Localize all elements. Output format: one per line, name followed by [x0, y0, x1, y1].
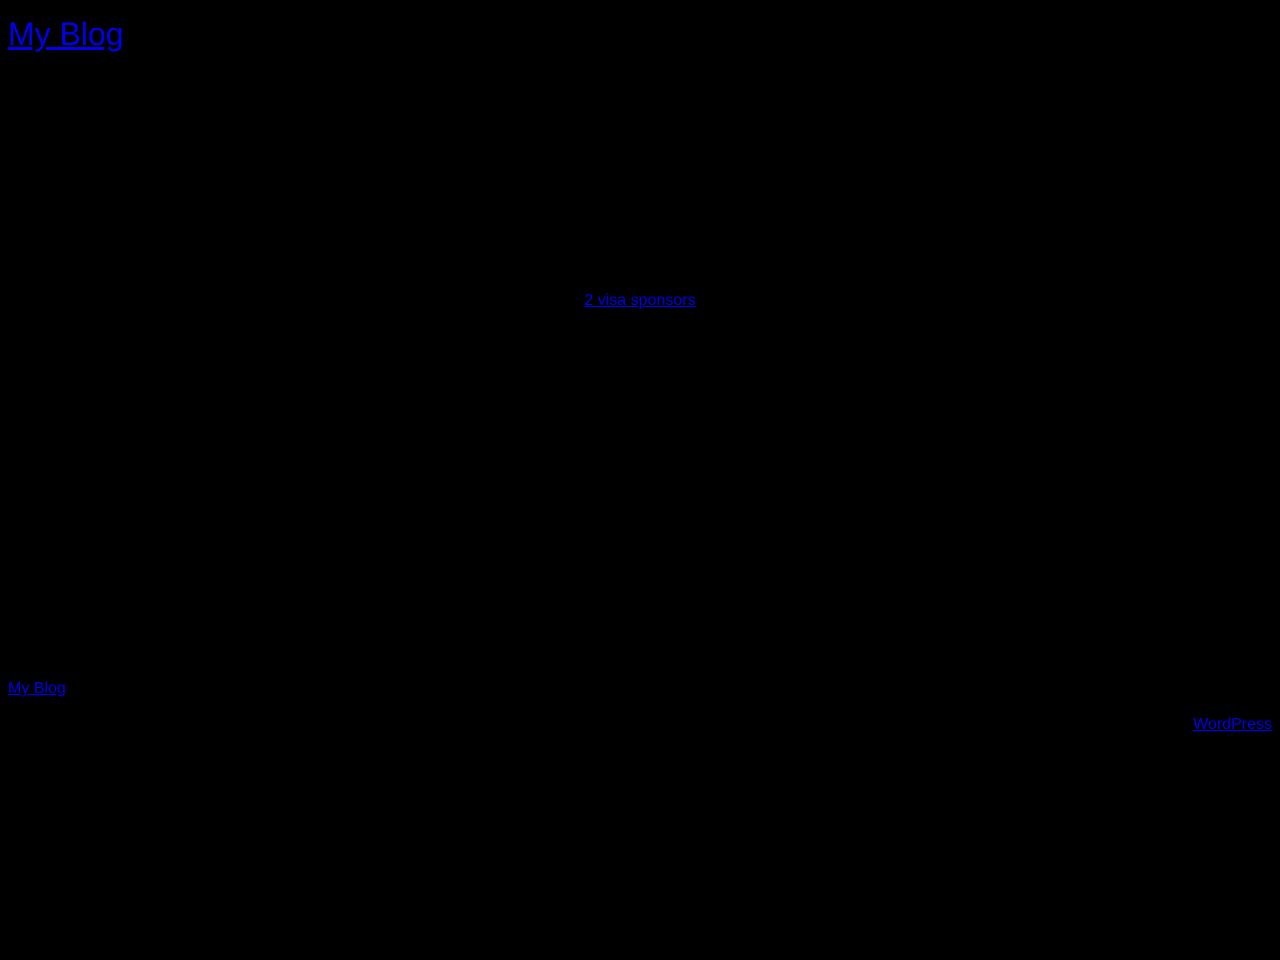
- footer-credit-wrapper: [1193, 716, 1272, 734]
- footer-site-link[interactable]: My Blog: [8, 680, 66, 697]
- site-title: [8, 16, 124, 53]
- main-content-area: [0, 292, 1280, 310]
- wordpress-credit-link[interactable]: WordPress: [1193, 716, 1272, 733]
- visa-sponsors-link[interactable]: 2 visa sponsors: [584, 292, 696, 309]
- footer-site-link-wrapper: [8, 680, 66, 698]
- site-title-link[interactable]: My Blog: [8, 16, 124, 52]
